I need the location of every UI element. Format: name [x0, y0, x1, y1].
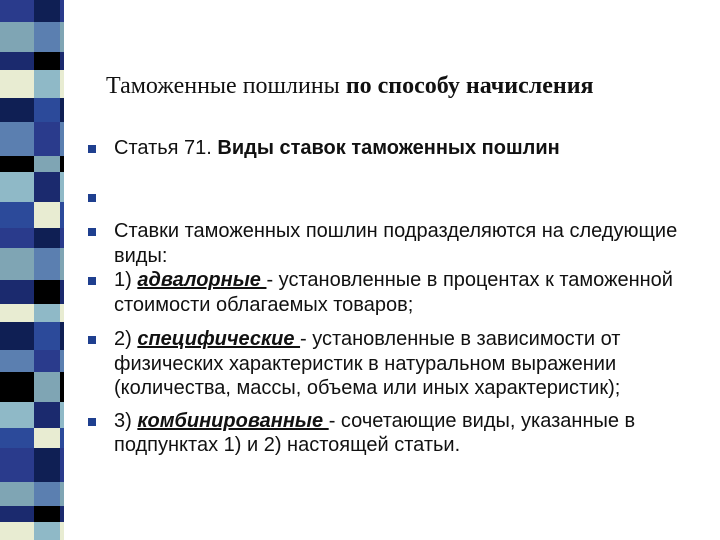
article-heading: Виды ставок таможенных пошлин: [217, 137, 560, 159]
stripe-band: [0, 52, 64, 70]
stripe-band: [0, 122, 64, 156]
item-text: - сочетающие виды, указанные в подпунктах 1) и 2) настоящей статьи.: [114, 409, 636, 456]
slide-title: [106, 70, 706, 102]
stripe-inner: [34, 350, 60, 372]
stripe-band: [0, 0, 64, 22]
bullet-icon: [88, 145, 96, 153]
article-label: Статья 71.: [114, 137, 218, 159]
stripe-band: [0, 350, 64, 372]
stripe-band: [0, 172, 64, 202]
stripe-inner: [34, 172, 60, 202]
item-prefix: 1): [114, 269, 138, 291]
stripe-inner: [34, 0, 60, 22]
stripe-inner: [34, 522, 60, 540]
stripe-band: [0, 482, 64, 506]
bullet-icon: [88, 418, 96, 426]
stripe-band: [0, 402, 64, 428]
stripe-inner: [34, 248, 60, 280]
bullet-icon: [88, 194, 96, 202]
list-item: [84, 409, 704, 458]
term-advalorem: адвалорные: [137, 269, 267, 291]
item-text: - установленные в зависимости от физических характеристик в натуральном выражении (количества, массы, объема или иных характеристик);: [114, 328, 621, 399]
stripe-inner: [34, 506, 60, 522]
stripe-inner: [34, 448, 60, 482]
item-text: - установленные в процентах к таможенной стоимости облагаемых товаров;: [114, 269, 673, 316]
stripe-band: [0, 156, 64, 172]
title-bold: по способу начисления: [345, 73, 594, 99]
stripe-inner: [34, 304, 60, 322]
list-item: [84, 136, 704, 185]
decorative-stripe: [0, 0, 64, 540]
item-prefix: 3): [114, 409, 138, 432]
stripe-band: [0, 428, 64, 448]
stripe-band: [0, 322, 64, 350]
stripe-band: [0, 248, 64, 280]
stripe-band: [0, 70, 64, 98]
stripe-band: [0, 372, 64, 402]
bullet-icon: [88, 228, 96, 236]
stripe-inner: [34, 52, 60, 70]
stripe-inner: [34, 482, 60, 506]
stripe-inner: [34, 228, 60, 248]
stripe-band: [0, 280, 64, 304]
stripe-band: [0, 228, 64, 248]
stripe-band: [0, 522, 64, 540]
stripe-inner: [34, 322, 60, 350]
stripe-band: [0, 98, 64, 122]
stripe-inner: [34, 428, 60, 448]
stripe-inner: [34, 156, 60, 172]
stripe-inner: [34, 70, 60, 98]
stripe-band: [0, 202, 64, 228]
stripe-inner: [34, 22, 60, 52]
item-prefix: 2): [114, 328, 138, 350]
stripe-inner: [34, 202, 60, 228]
stripe-inner: [34, 280, 60, 304]
stripe-band: [0, 22, 64, 52]
bullet-list: [84, 136, 704, 458]
term-combined: комбинированные: [137, 409, 329, 432]
stripe-inner: [34, 122, 60, 156]
stripe-band: [0, 506, 64, 522]
list-item: [84, 268, 704, 317]
list-item: [84, 185, 704, 209]
stripe-inner: [34, 372, 60, 402]
bullet-icon: [88, 336, 96, 344]
stripe-inner: [34, 98, 60, 122]
title-normal: Таможенные пошлины: [106, 73, 346, 99]
list-item: [84, 219, 704, 268]
stripe-band: [0, 448, 64, 482]
intro-text: Ставки таможенных пошлин подразделяются на следующие виды:: [114, 220, 678, 267]
stripe-band: [0, 304, 64, 322]
bullet-icon: [88, 277, 96, 285]
term-specific: специфические: [137, 328, 301, 350]
stripe-inner: [34, 402, 60, 428]
list-item: [84, 327, 704, 401]
